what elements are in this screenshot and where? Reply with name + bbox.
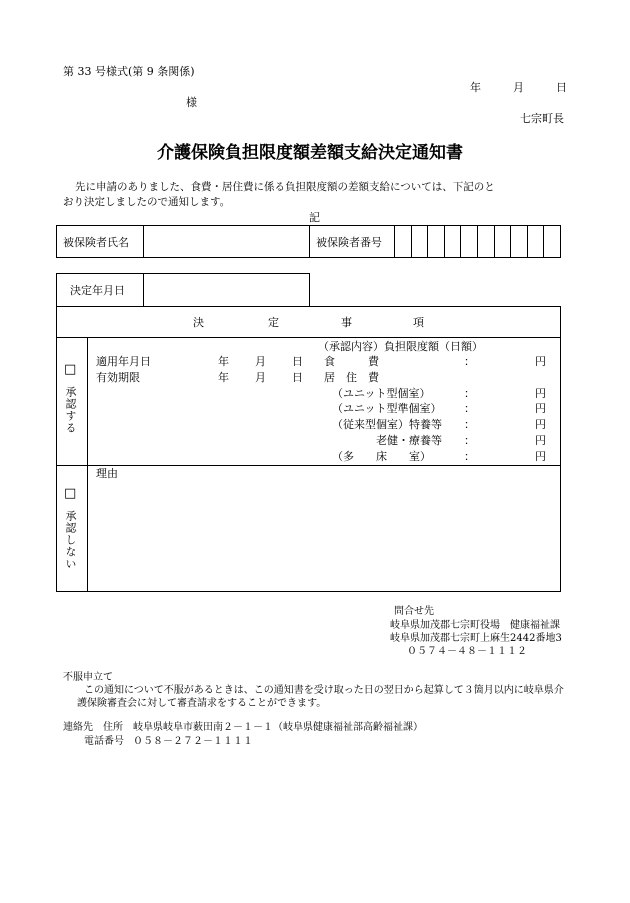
decision-date-label: 決定年月日 — [70, 284, 125, 297]
valid-day: 日 — [292, 371, 303, 384]
room-unit-semi-private: （ユニット型準個室） — [332, 402, 442, 415]
date-month: 月 — [513, 81, 524, 94]
intro-line-2: おり決定しましたので通知します。 — [63, 196, 231, 208]
housing-label: 居 住 費 — [324, 371, 379, 384]
valid-year: 年 — [218, 371, 229, 384]
contact-phone: ０５７４－４８－１１１２ — [407, 646, 527, 657]
insured-number-cell-divider — [444, 225, 445, 258]
apply-year: 年 — [218, 355, 229, 368]
date-day: 日 — [556, 81, 567, 94]
yen-4: 円 — [535, 434, 546, 447]
room-health-care: 老健・療養等 — [376, 434, 442, 447]
insured-number-cell-divider — [411, 225, 412, 258]
food-label: 食 費 — [324, 355, 379, 368]
colon-5: ： — [464, 450, 475, 463]
colon-1: ： — [464, 387, 475, 400]
intro-line-1: 先に申請のありました、食費・居住費に係る負担限度額の差額支給については、下記のと — [75, 181, 495, 193]
yen-5: 円 — [535, 450, 546, 463]
form-number: 第 33 号様式(第 9 条関係) — [63, 65, 195, 78]
colon-3: ： — [464, 418, 475, 431]
appeal-address: 岐阜県岐阜市薮田南２－１－１（岐阜県健康福祉部高齢福祉課） — [133, 722, 423, 733]
yen-1: 円 — [535, 387, 546, 400]
document-title: 介護保険負担限度額差額支給決定通知書 — [157, 143, 463, 163]
appeal-line-2: 護保険審査会に対して審査請求をすることができます。 — [77, 698, 327, 709]
room-unit-private: （ユニット型個室） — [332, 387, 431, 400]
insured-number-cell-divider — [527, 225, 528, 258]
appeal-phone: ０５８－２７２－１１１１ — [133, 736, 253, 747]
insured-number-label: 被保険者番号 — [316, 236, 382, 249]
header-char-2: 定 — [268, 316, 279, 329]
insured-number-cell-divider — [477, 225, 478, 258]
insured-number-cell-divider — [427, 225, 428, 258]
contact-address: 岐阜県加茂郡七宗町上麻生2442番地3 — [390, 633, 562, 644]
insured-number-cell-divider — [494, 225, 495, 258]
approve-checkbox[interactable]: □ — [64, 362, 77, 377]
insured-name-label: 被保険者氏名 — [63, 236, 129, 249]
appeal-contact-label: 連絡先 — [63, 722, 93, 733]
decision-table — [56, 306, 561, 592]
yen-food: 円 — [535, 355, 546, 368]
apply-day: 日 — [292, 355, 303, 368]
valid-period-label: 有効期限 — [96, 371, 140, 384]
deny-label: 承認しない — [64, 510, 77, 570]
insured-number-cell-divider — [510, 225, 511, 258]
room-multi-bed: （多 床 室） — [332, 450, 431, 463]
contact-office: 岐阜県加茂郡七宗町役場 健康福祉課 — [390, 620, 560, 631]
yen-3: 円 — [535, 418, 546, 431]
header-char-1: 決 — [193, 316, 204, 329]
deny-checkbox[interactable]: □ — [64, 486, 77, 501]
appeal-address-label: 住所 — [103, 722, 123, 733]
issuer: 七宗町長 — [520, 112, 564, 125]
header-char-4: 項 — [413, 316, 424, 329]
date-year: 年 — [470, 81, 481, 94]
appeal-phone-label: 電話番号 — [84, 736, 124, 747]
room-conventional-special: （従来型個室）特養等 — [332, 418, 442, 431]
content-header: （承認内容）負担限度額（日額） — [318, 340, 483, 353]
colon-food: ： — [464, 355, 475, 368]
apply-date-label: 適用年月日 — [96, 355, 151, 368]
colon-2: ： — [464, 402, 475, 415]
insured-number-cell-divider — [543, 225, 544, 258]
colon-4: ： — [464, 434, 475, 447]
appeal-title: 不服申立て — [63, 672, 113, 683]
apply-month: 月 — [255, 355, 266, 368]
ki-mark: 記 — [309, 211, 320, 224]
reason-label: 理由 — [96, 467, 118, 480]
approve-label: 承認する — [64, 386, 77, 434]
addressee-suffix: 様 — [186, 96, 197, 109]
inquiry-label: 問合せ先 — [394, 606, 434, 617]
yen-2: 円 — [535, 402, 546, 415]
insured-number-cell-divider — [460, 225, 461, 258]
appeal-line-1: この通知について不服があるときは、この通知書を受け取った日の翌日から起算して３箇月以内に岐阜県介 — [84, 685, 564, 696]
valid-month: 月 — [255, 371, 266, 384]
header-char-3: 事 — [341, 316, 352, 329]
